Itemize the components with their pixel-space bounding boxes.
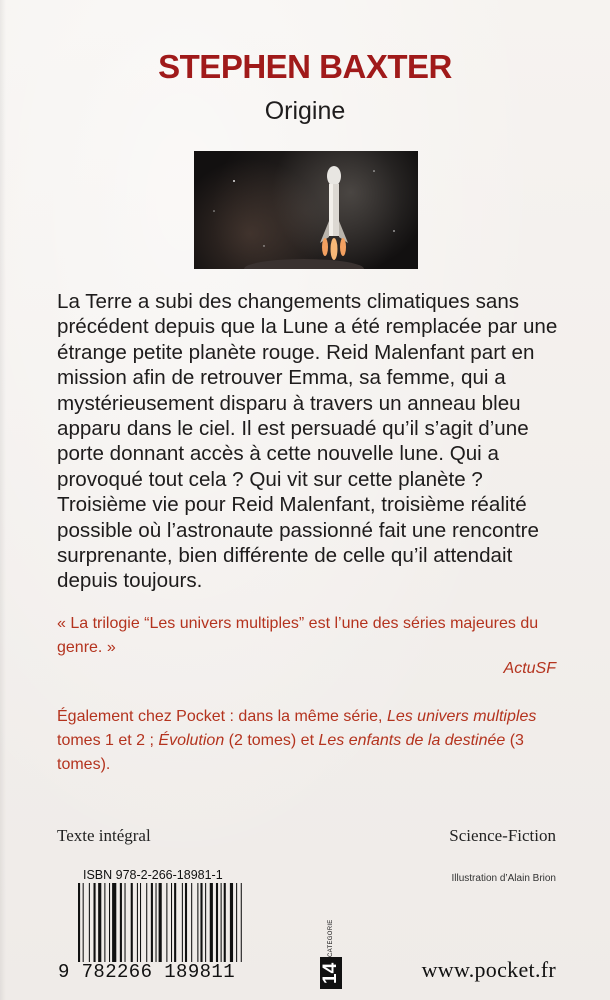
- barcode-bar: [221, 883, 222, 962]
- also-mid-2: (2 tomes) et: [224, 732, 319, 749]
- synopsis-text: La Terre a subi des changements climatiques sans précédent depuis que la Lune a été remplacée par une étrange petite planète rouge. Reid Malenfant part en mission afin de retrouver Emma, sa femme, qui a mystérieusement disparu à travers un anneau bleu apparu dans le ciel. Il est persuadé qu’il s’agit d’une porte donnant accès à cette nouvelle lune. Qui a provoqué tout cela ? Qui vit sur cette planète ? Troisième vie pour Reid Malenfant, troisième réalité possible où l’astronaute passionné fait une rencontre surprenante, bien différente de celle qu’il attendait depuis toujours.: [57, 290, 558, 593]
- cover-illustration: [194, 151, 418, 269]
- barcode-bar: [140, 883, 141, 962]
- author-name: STEPHEN BAXTER: [158, 48, 452, 85]
- book-title: Origine: [264, 97, 346, 125]
- rocket-illustration: [194, 151, 418, 269]
- barcode-bar: [78, 883, 80, 962]
- barcode-bar: [89, 883, 90, 962]
- barcode-bar: [182, 883, 183, 962]
- series-title-1: Les univers multiples: [386, 708, 537, 725]
- barcode-bar: [146, 883, 147, 962]
- isbn-number: ISBN 978-2-266-18981-1: [83, 868, 223, 882]
- publisher-website: www.pocket.fr: [421, 957, 556, 982]
- barcode-bar: [224, 883, 226, 962]
- barcode-bar: [112, 883, 116, 962]
- barcode-bar: [125, 883, 126, 962]
- page-edge-shadow: [0, 0, 6, 1000]
- barcode-bar: [120, 883, 122, 962]
- illustration-credit: Illustration d’Alain Brion: [451, 873, 556, 884]
- barcode-bar: [185, 883, 187, 962]
- barcode-bar: [241, 883, 242, 962]
- category-label: CATÉGORIE: [328, 919, 334, 957]
- also-mid-1: tomes 1 et 2 ;: [57, 732, 159, 749]
- barcode-bar: [191, 883, 192, 962]
- barcode-bar: [98, 883, 101, 962]
- barcode-bar: [166, 883, 167, 962]
- barcode-bar: [104, 883, 105, 962]
- press-quote: « La trilogie “Les univers multiples” est l’une des séries majeures du genre. »: [57, 615, 539, 656]
- texte-integral-label: Texte intégral: [57, 826, 151, 845]
- barcode-bar: [159, 883, 162, 962]
- barcode-bar: [156, 883, 157, 962]
- series-title-2: Évolution: [158, 732, 225, 749]
- barcode-bar: [94, 883, 96, 962]
- barcode-bar: [236, 883, 237, 962]
- also-available-text: [57, 705, 567, 777]
- barcode-bar: [200, 883, 202, 962]
- barcode-bar: [216, 883, 218, 962]
- barcode-bar: [205, 883, 206, 962]
- also-suffix: (3 tomes).: [57, 732, 524, 773]
- barcode-bar: [83, 883, 84, 962]
- also-prefix: Également chez Pocket : dans la même série,: [57, 708, 387, 725]
- barcode-digits: 9 782266 189811: [58, 961, 236, 983]
- quote-source: ActuSF: [503, 660, 556, 677]
- category-number: 14: [320, 957, 342, 989]
- barcode-bar: [131, 883, 133, 962]
- barcode-bar: [109, 883, 110, 962]
- barcode: [76, 883, 300, 962]
- genre-label: Science-Fiction: [449, 826, 556, 845]
- barcode-bar: [197, 883, 198, 962]
- barcode-bar: [171, 883, 172, 962]
- barcode-bar: [230, 883, 233, 962]
- barcode-bar: [174, 883, 176, 962]
- series-title-3: Les enfants de la destinée: [318, 732, 506, 749]
- barcode-bar: [151, 883, 153, 962]
- barcode-bar: [210, 883, 213, 962]
- barcode-bar: [137, 883, 138, 962]
